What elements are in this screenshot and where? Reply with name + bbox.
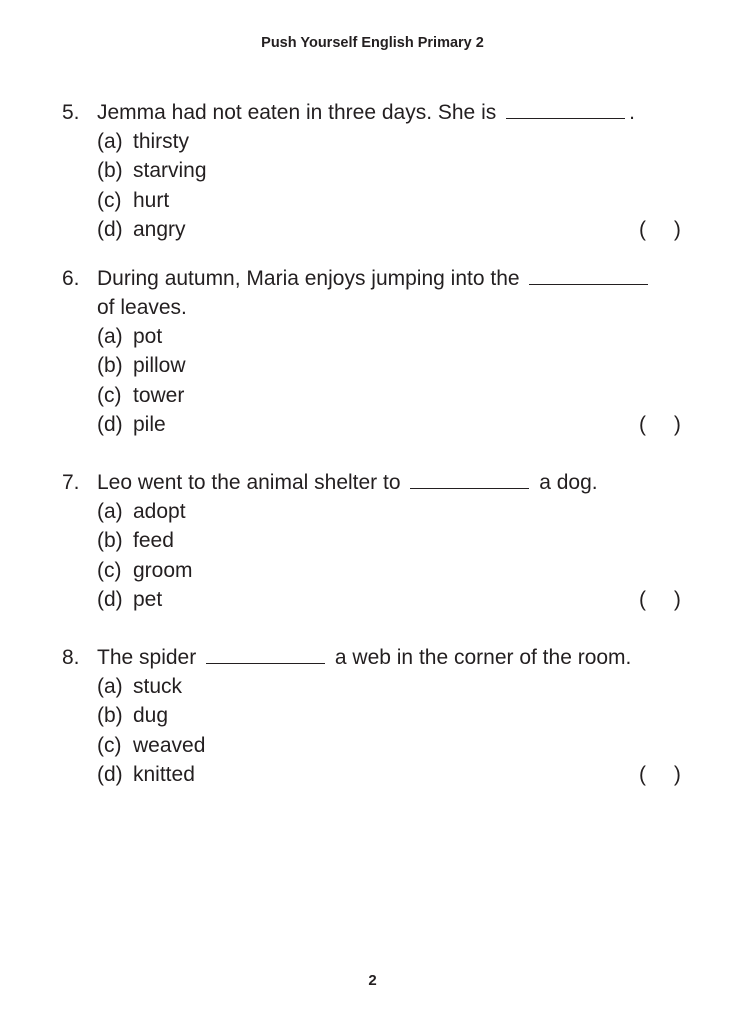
- option-label: (d): [97, 587, 123, 611]
- page-number: 2: [368, 972, 377, 989]
- option-label: (a): [97, 130, 123, 153]
- question-text-part: .: [629, 101, 635, 124]
- answer-bracket[interactable]: ( ): [639, 217, 681, 241]
- option-text: angry: [133, 217, 186, 241]
- option-d[interactable]: [97, 585, 162, 614]
- option-label: (c): [97, 188, 122, 212]
- option-a[interactable]: [97, 322, 162, 351]
- option-label: (c): [97, 383, 122, 407]
- option-b[interactable]: [97, 156, 207, 185]
- question-number: 8.: [62, 646, 80, 669]
- question-text-part: a web in the corner of the room.: [329, 646, 632, 669]
- question-number: 7.: [62, 471, 80, 494]
- option-d[interactable]: [97, 760, 195, 789]
- option-d[interactable]: [97, 215, 186, 244]
- option-label: (d): [97, 217, 123, 241]
- option-text: pile: [133, 412, 166, 436]
- option-b[interactable]: [97, 701, 168, 730]
- option-label: (b): [97, 159, 123, 183]
- question-text-part: During autumn, Maria enjoys jumping into the: [97, 267, 526, 290]
- answer-bracket[interactable]: ( ): [639, 762, 681, 786]
- option-text: adopt: [133, 500, 186, 523]
- option-c[interactable]: [97, 381, 184, 410]
- option-c[interactable]: [97, 186, 169, 215]
- option-label: (a): [97, 675, 123, 698]
- option-label: (d): [97, 762, 123, 786]
- answer-blank[interactable]: [206, 643, 325, 664]
- option-a[interactable]: [97, 497, 186, 526]
- option-text: tower: [133, 383, 185, 407]
- question-text: [97, 293, 187, 322]
- option-label: (a): [97, 500, 123, 523]
- question-text-part: Jemma had not eaten in three days. She is: [97, 101, 503, 124]
- option-label: (c): [97, 558, 122, 582]
- answer-blank[interactable]: [410, 468, 529, 489]
- option-text: stuck: [133, 675, 183, 698]
- option-b[interactable]: [97, 351, 186, 380]
- question-number: 5.: [62, 101, 80, 124]
- option-label: (d): [97, 412, 123, 436]
- option-text: weaved: [133, 733, 206, 757]
- answer-bracket[interactable]: ( ): [639, 412, 681, 436]
- question-text: [97, 643, 631, 672]
- option-d[interactable]: [97, 410, 166, 439]
- question-text: [97, 264, 652, 293]
- page-header: Push Yourself English Primary 2: [261, 35, 484, 51]
- option-label: (b): [97, 704, 123, 728]
- option-b[interactable]: [97, 526, 174, 555]
- option-text: groom: [133, 558, 193, 582]
- question-number: 6.: [62, 267, 80, 290]
- answer-bracket[interactable]: ( ): [639, 587, 681, 611]
- option-label: (b): [97, 354, 123, 378]
- option-text: pet: [133, 587, 163, 611]
- answer-blank[interactable]: [529, 264, 648, 285]
- question-text-part: a dog.: [533, 471, 598, 494]
- option-label: (a): [97, 325, 123, 348]
- option-label: (b): [97, 529, 123, 553]
- option-c[interactable]: [97, 731, 205, 760]
- option-a[interactable]: [97, 672, 182, 701]
- question-text-part: of leaves.: [97, 296, 187, 319]
- option-a[interactable]: [97, 127, 189, 156]
- option-text: thirsty: [133, 130, 190, 153]
- question-text-part: The spider: [97, 646, 203, 669]
- question-text: [97, 98, 635, 127]
- answer-blank[interactable]: [506, 98, 625, 119]
- option-text: feed: [133, 529, 174, 553]
- question-text: [97, 468, 598, 497]
- option-c[interactable]: [97, 556, 193, 585]
- option-text: hurt: [133, 188, 170, 212]
- option-text: knitted: [133, 762, 195, 786]
- option-text: pillow: [133, 354, 186, 378]
- option-text: dug: [133, 704, 169, 728]
- question-text-part: Leo went to the animal shelter to: [97, 471, 407, 494]
- option-text: pot: [133, 325, 163, 348]
- option-label: (c): [97, 733, 122, 757]
- option-text: starving: [133, 159, 207, 183]
